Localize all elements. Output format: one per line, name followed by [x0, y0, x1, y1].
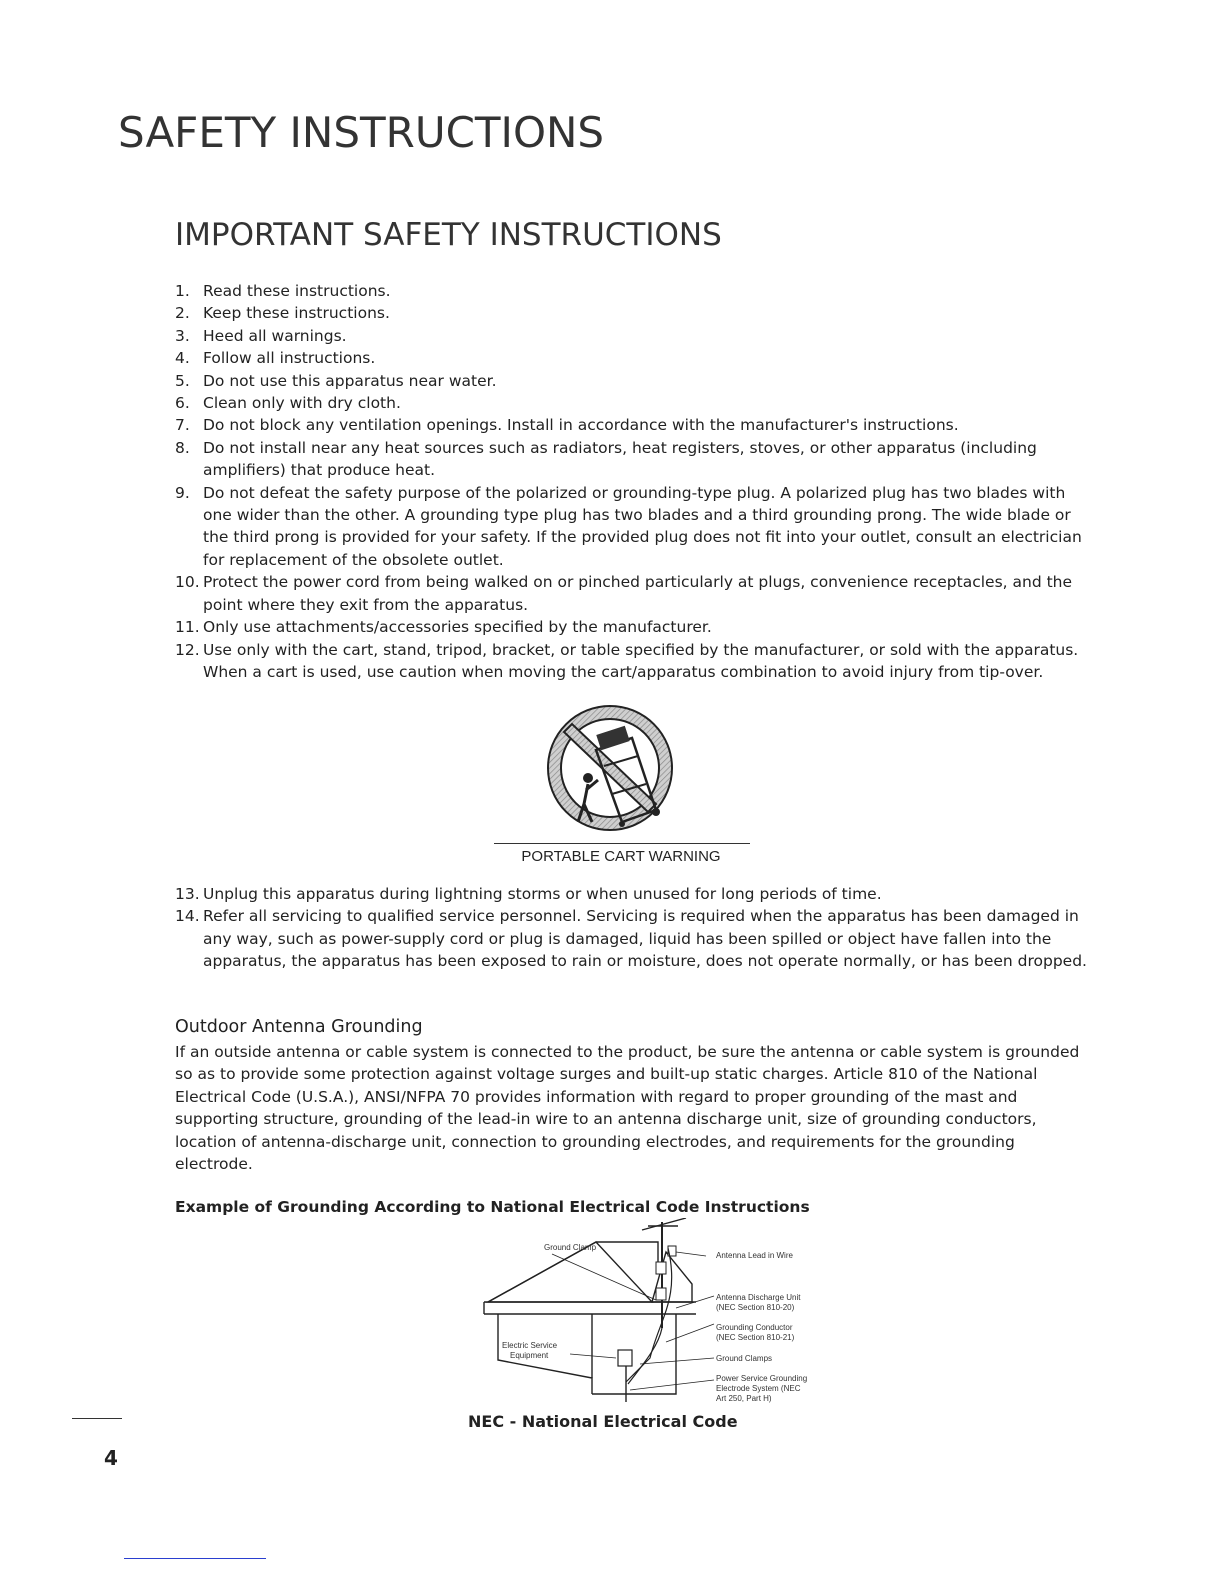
grounding-paragraph: If an outside antenna or cable system is connected to the product, be sure the antenna or cable system is grounded so as to provide some protection against voltage surges and built-up static charges. Article 810 of the National Electrical Code (U.S.A.), ANSI/NFPA 70 provides information with regard to proper grounding of the mast and supporting structure, grounding of the lead-in wire to an antenna discharge unit, size of grounding conductors, location of antenna-discharge unit, connection to grounding electrodes, and requirements for the grounding electrode.	[175, 1043, 1080, 1174]
instruction-text: Do not block any ventilation openings. Install in accordance with the manufacturer's instructions.	[203, 416, 959, 435]
portable-cart-warning-figure	[490, 700, 752, 870]
instruction-text: Clean only with dry cloth.	[203, 394, 401, 413]
page-number: 4	[104, 1446, 118, 1470]
instruction-item	[175, 437, 1095, 482]
instruction-item	[175, 482, 1095, 572]
cart-tipover-warning-icon	[538, 700, 688, 842]
label-discharge-section: (NEC Section 810-20)	[716, 1303, 795, 1312]
caption-rule	[494, 843, 750, 844]
instruction-number: 14.	[175, 907, 200, 926]
page-number-rule	[72, 1418, 122, 1419]
instruction-text: Follow all instructions.	[203, 349, 376, 368]
instruction-list-continued	[175, 883, 1095, 973]
label-ground-clamp: Ground Clamp	[544, 1243, 597, 1252]
instruction-item	[175, 325, 1095, 347]
instruction-text: Do not defeat the safety purpose of the polarized or grounding-type plug. A polarized plug has two blades with one wider than the other. A grounding type plug has two blades and a third grounding prong. The wide blade or the third prong is provided for your safety. If the provided plug does not fit into your outlet, consult an electrician for replacement of the obsolete outlet.	[203, 483, 1082, 569]
instruction-text: Heed all warnings.	[203, 326, 347, 345]
section-title: IMPORTANT SAFETY INSTRUCTIONS	[175, 217, 722, 253]
instruction-number: 11.	[175, 618, 200, 637]
instruction-item	[175, 905, 1095, 972]
instruction-number: 9.	[175, 483, 190, 502]
footer-link-underline	[124, 1558, 266, 1559]
instruction-item	[175, 616, 1095, 638]
grounding-heading: Outdoor Antenna Grounding	[175, 1017, 423, 1037]
instruction-text: Protect the power cord from being walked on or pinched particularly at plugs, convenience receptacles, and the point where they exit from the apparatus.	[203, 573, 1073, 614]
cart-warning-caption: PORTABLE CART WARNING	[521, 848, 721, 865]
instruction-text: Unplug this apparatus during lightning storms or when unused for long periods of time.	[203, 885, 882, 903]
instruction-text: Read these instructions.	[203, 282, 391, 300]
instruction-number: 1.	[175, 282, 190, 300]
label-power-service: Power Service Grounding	[716, 1374, 808, 1383]
instruction-item	[175, 883, 1095, 905]
instruction-number: 6.	[175, 394, 190, 413]
instruction-item	[175, 571, 1095, 616]
instruction-number: 7.	[175, 416, 190, 435]
instruction-text: Do not use this apparatus near water.	[203, 371, 497, 390]
instruction-number: 3.	[175, 326, 190, 345]
instruction-item	[175, 392, 1095, 414]
label-electric-service: Electric Service	[502, 1341, 558, 1350]
instruction-text: Refer all servicing to qualified service personnel. Servicing is required when the apparatus has been damaged in any way, such as power-supply cord or plug is damaged, liquid has been spilled or object have fallen into the apparatus, the apparatus has been exposed to rain or moisture, does not operate normally, or has been dropped.	[203, 907, 1087, 971]
instruction-list	[175, 280, 1095, 683]
instruction-item	[175, 370, 1095, 392]
instruction-text: Do not install near any heat sources such as radiators, heat registers, stoves, or other apparatus (including amplifiers) that produce heat.	[203, 438, 1037, 480]
instruction-number: 2.	[175, 304, 190, 323]
label-electrode-article: Art 250, Part H)	[716, 1394, 772, 1403]
instruction-number: 12.	[175, 640, 200, 659]
instruction-item	[175, 347, 1095, 369]
label-conductor-section: (NEC Section 810-21)	[716, 1333, 795, 1342]
label-grounding-conductor: Grounding Conductor	[716, 1323, 793, 1332]
label-ground-clamps: Ground Clamps	[716, 1354, 773, 1363]
page-title: SAFETY INSTRUCTIONS	[118, 108, 605, 157]
instruction-number: 8.	[175, 438, 190, 457]
instruction-number: 13.	[175, 885, 200, 903]
instruction-item	[175, 302, 1095, 324]
label-lead-in-wire: Antenna Lead in Wire	[716, 1251, 793, 1260]
label-electrode-system: Electrode System (NEC	[716, 1384, 801, 1393]
label-equipment: Equipment	[510, 1351, 549, 1360]
instruction-number: 10.	[175, 573, 200, 592]
instruction-text: Use only with the cart, stand, tripod, bracket, or table specified by the manufacturer, or sold with the apparatus. When a cart is used, use caution when moving the cart/apparatus combination to avoid injury from tip-over.	[203, 640, 1079, 681]
instruction-item	[175, 639, 1095, 684]
grounding-example-heading: Example of Grounding According to National Electrical Code Instructions	[175, 1198, 810, 1216]
instruction-item	[175, 414, 1095, 436]
instruction-text: Keep these instructions.	[203, 304, 390, 323]
instruction-item	[175, 280, 1095, 302]
diagram-caption: NEC - National Electrical Code	[468, 1412, 738, 1431]
instruction-number: 5.	[175, 371, 190, 390]
antenna-grounding-diagram	[480, 1218, 840, 1410]
instruction-number: 4.	[175, 349, 190, 368]
instruction-text: Only use attachments/accessories specified by the manufacturer.	[203, 618, 712, 637]
label-discharge-unit: Antenna Discharge Unit	[716, 1293, 801, 1302]
